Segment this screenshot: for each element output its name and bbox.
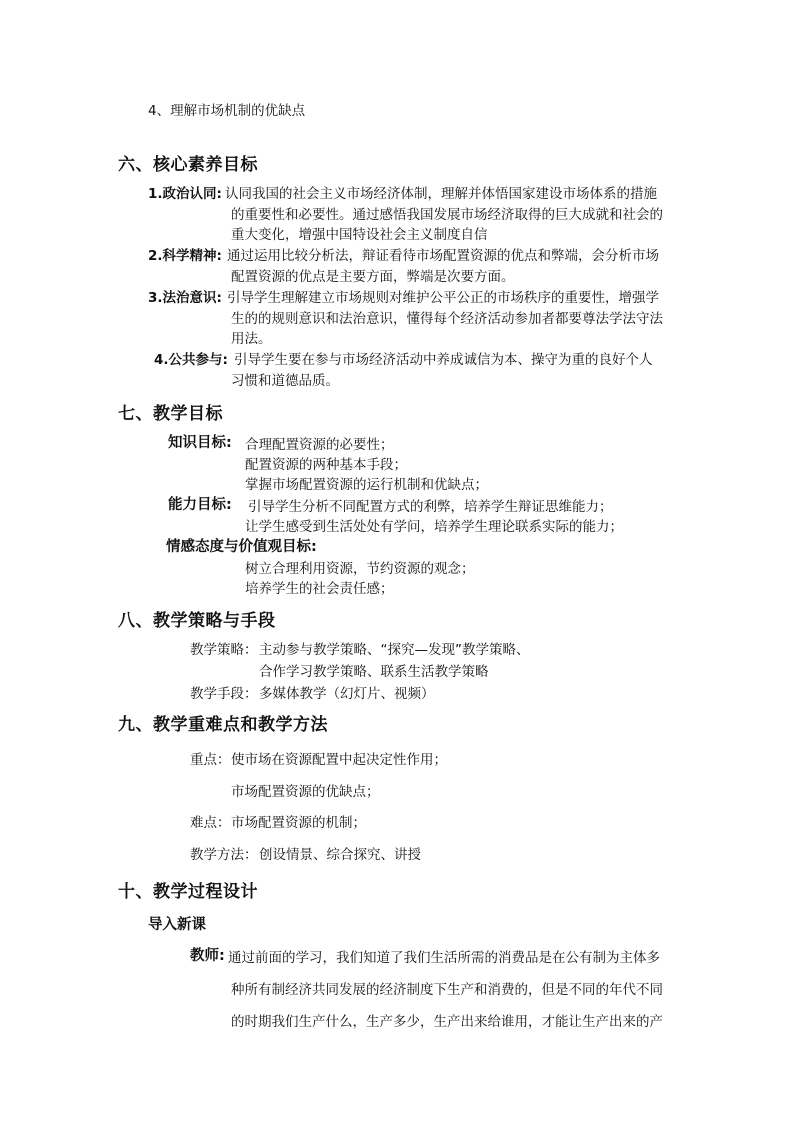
section-heading-key-points: 九、教学重难点和教学方法: [118, 715, 328, 735]
scientific-spirit-label: 2.科学精神:: [148, 248, 222, 264]
political-identity-line-3: 重大变化，增强中国特设社会主义制度自信: [231, 227, 488, 243]
section-heading-process: 十、教学过程设计: [118, 882, 258, 902]
rule-of-law-line-3: 用法。: [231, 331, 272, 347]
emotion-goal-label: 情感态度与价值观目标:: [166, 539, 317, 555]
emotion-goal-line-1: 树立合理利用资源，节约资源的观念；: [245, 561, 475, 577]
strategy-line-2: 合作学习教学策略、联系生活教学策略: [259, 664, 489, 680]
section-heading-teaching-goals: 七、教学目标: [118, 404, 223, 424]
rule-of-law-line-2: 生的的规则意识和法治意识，懂得每个经济活动参加者都要尊法学法守法: [231, 311, 663, 327]
means-text: 多媒体教学（幻灯片、视频）: [259, 686, 435, 702]
strategy-label: 教学策略：: [190, 642, 258, 658]
section-heading-strategy: 八、教学策略与手段: [118, 611, 276, 631]
ability-goal-line-2: 让学生感受到生活处处有学问，培养学生理论联系实际的能力；: [245, 519, 623, 535]
knowledge-goal-line-3: 掌握市场配置资源的运行机制和优缺点；: [245, 477, 488, 493]
difficult-point-text: 市场配置资源的机制；: [231, 815, 366, 831]
rule-of-law-label: 3.法治意识:: [148, 290, 222, 306]
difficult-point-label: 难点：: [190, 815, 231, 831]
ability-goal-line-1: 引导学生分析不同配置方式的利弊，培养学生辩证思维能力；: [248, 499, 613, 515]
method-label: 教学方法：: [190, 847, 258, 863]
public-participation-line-2: 习惯和道德品质。: [231, 373, 339, 389]
means-label: 教学手段：: [190, 686, 258, 702]
teacher-line-3: 的时期我们生产什么，生产多少，生产出来给谁用，才能让生产出来的产: [231, 1014, 663, 1030]
strategy-line-1: 主动参与教学策略、“探究—发现”教学策略、: [259, 642, 530, 658]
knowledge-goal-line-1: 合理配置资源的必要性；: [245, 437, 394, 453]
key-point-line-2: 市场配置资源的优缺点；: [231, 784, 380, 800]
ability-goal-label: 能力目标:: [168, 497, 232, 513]
lead-in-heading: 导入新课: [148, 917, 206, 933]
scientific-spirit-line-1: 通过运用比较分析法，辩证看待市场配置资源的优点和弊端，会分析市场: [227, 248, 659, 264]
political-identity-line-2: 的重要性和必要性。通过感悟我国发展市场经济取得的巨大成就和社会的: [231, 207, 663, 223]
key-point-line-1: 使市场在资源配置中起决定性作用；: [231, 752, 447, 768]
teacher-line-2: 种所有制经济共同发展的经济制度下生产和消费的，但是不同的年代不同: [231, 982, 663, 998]
teacher-label: 教师:: [190, 948, 225, 964]
political-identity-label: 1.政治认同:: [148, 186, 222, 202]
political-identity-line-1: 认同我国的社会主义市场经济体制，理解并体悟国家建设市场体系的措施: [225, 186, 657, 202]
method-text: 创设情景、综合探究、讲授: [259, 847, 421, 863]
knowledge-goal-line-2: 配置资源的两种基本手段；: [245, 457, 407, 473]
emotion-goal-line-2: 培养学生的社会责任感；: [245, 581, 394, 597]
scientific-spirit-line-2: 配置资源的优点是主要方面，弊端是次要方面。: [231, 269, 515, 285]
section-heading-core-literacy: 六、核心素养目标: [118, 155, 258, 175]
public-participation-line-1: 引导学生要在参与市场经济活动中养成诚信为本、操守为重的良好个人: [234, 352, 653, 368]
key-point-label: 重点：: [190, 752, 231, 768]
rule-of-law-line-1: 引导学生理解建立市场规则对维护公平公正的市场秩序的重要性，增强学: [227, 290, 659, 306]
teacher-line-1: 通过前面的学习，我们知道了我们生活所需的消费品是在公有制为主体多: [228, 950, 660, 966]
public-participation-label: 4.公共参与:: [154, 352, 228, 368]
objective-item-4: 4、理解市场机制的优缺点: [148, 103, 306, 119]
knowledge-goal-label: 知识目标:: [168, 435, 232, 451]
